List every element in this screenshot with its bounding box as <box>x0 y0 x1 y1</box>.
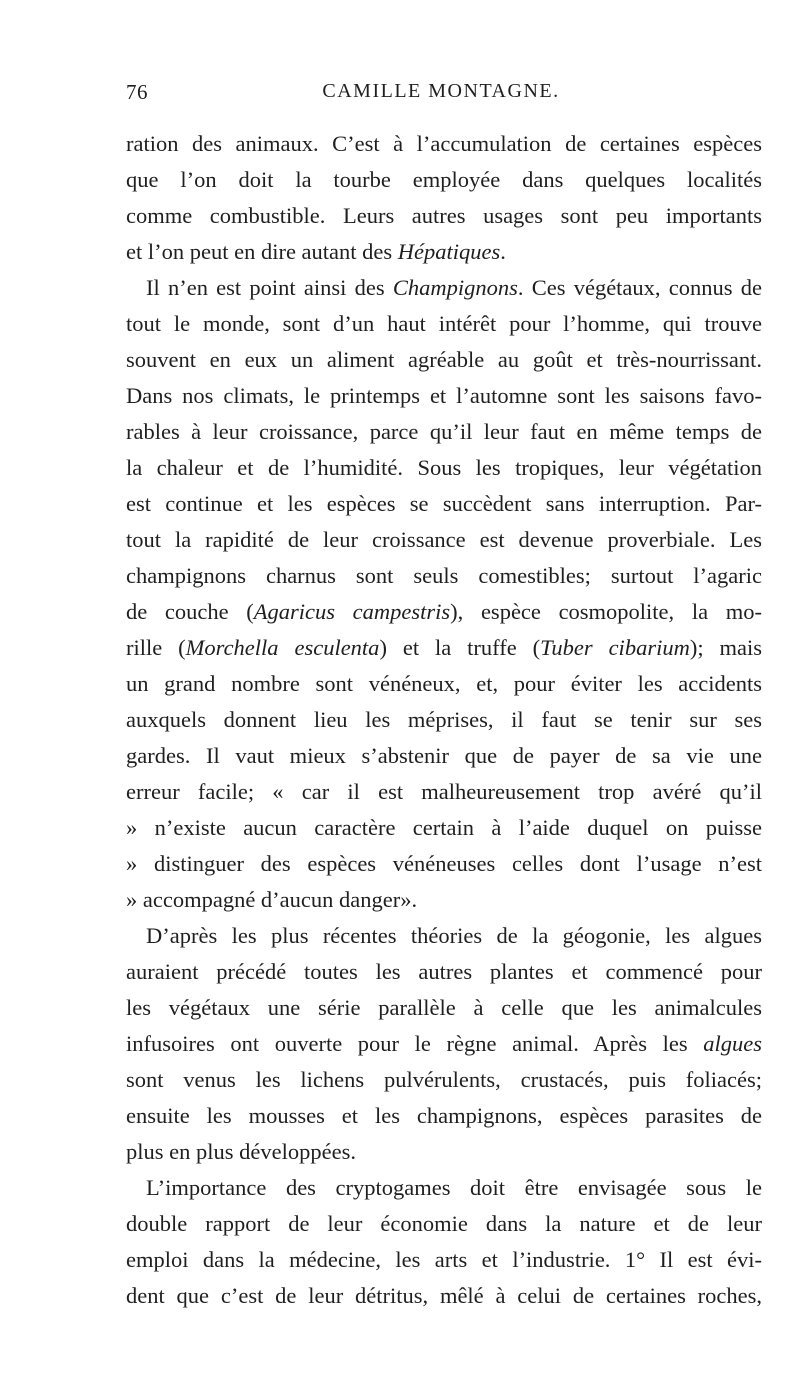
text-line: Il n’en est point ainsi des Champignons. Ces végétaux, connus de <box>146 275 762 300</box>
text-line: erreur facile; « car il est malheureusement trop avéré qu’il <box>126 779 762 804</box>
running-title: CAMILLE MONTAGNE. <box>322 80 560 102</box>
text-line: un grand nombre sont vénéneux, et, pour éviter les accidents <box>126 671 762 696</box>
text-line: tout le monde, sont d’un haut intérêt pour l’homme, qui trouve <box>126 311 762 336</box>
text-line: tout la rapidité de leur croissance est devenue proverbiale. Les <box>126 527 762 552</box>
text-line: rables à leur croissance, parce qu’il leur faut en même temps de <box>126 419 762 444</box>
text-line: champignons charnus sont seuls comestibles; surtout l’agaric <box>126 563 762 588</box>
page-number: 76 <box>126 80 148 104</box>
text-line: ensuite les mousses et les champignons, espèces parasites de <box>126 1103 762 1128</box>
text-line: gardes. Il vaut mieux s’abstenir que de payer de sa vie une <box>126 743 762 768</box>
text-line: sont venus les lichens pulvérulents, crustacés, puis foliacés; <box>126 1067 762 1092</box>
running-header <box>126 80 756 110</box>
text-line: » n’existe aucun caractère certain à l’aide duquel on puisse <box>126 815 762 840</box>
text-line: auraient précédé toutes les autres plantes et commencé pour <box>126 959 762 984</box>
text-line: ration des animaux. C’est à l’accumulation de certaines espèces <box>126 131 762 156</box>
text-line: infusoires ont ouverte pour le règne animal. Après les algues <box>126 1031 762 1056</box>
text-line: la chaleur et de l’humidité. Sous les tropiques, leur végétation <box>126 455 762 480</box>
text-line: et l’on peut en dire autant des Hépatiques. <box>126 239 506 264</box>
text-line: L’importance des cryptogames doit être envisagée sous le <box>146 1175 762 1200</box>
text-line: D’après les plus récentes théories de la géogonie, les algues <box>146 923 762 948</box>
text-line: » distinguer des espèces vénéneuses celles dont l’usage n’est <box>126 851 762 876</box>
text-line: les végétaux une série parallèle à celle que les animalcules <box>126 995 762 1020</box>
text-line: emploi dans la médecine, les arts et l’industrie. 1° Il est évi- <box>126 1247 762 1272</box>
text-line: rille (Morchella esculenta) et la truffe (Tuber cibarium); mais <box>126 635 762 660</box>
text-line: plus en plus développées. <box>126 1139 356 1164</box>
text-line: double rapport de leur économie dans la nature et de leur <box>126 1211 762 1236</box>
text-line: souvent en eux un aliment agréable au goût et très-nourrissant. <box>126 347 762 372</box>
text-line: est continue et les espèces se succèdent sans interruption. Par- <box>126 491 762 516</box>
text-line: auxquels donnent lieu les méprises, il faut se tenir sur ses <box>126 707 762 732</box>
text-line: que l’on doit la tourbe employée dans quelques localités <box>126 167 762 192</box>
text-line: de couche (Agaricus campestris), espèce cosmopolite, la mo- <box>126 599 762 624</box>
text-line: comme combustible. Leurs autres usages sont peu importants <box>126 203 762 228</box>
text-line: » accompagné d’aucun danger». <box>126 887 418 912</box>
text-line: Dans nos climats, le printemps et l’automne sont les saisons favo- <box>126 383 762 408</box>
body-text <box>126 126 762 1314</box>
text-line: dent que c’est de leur détritus, mêlé à celui de certaines roches, <box>126 1283 762 1308</box>
